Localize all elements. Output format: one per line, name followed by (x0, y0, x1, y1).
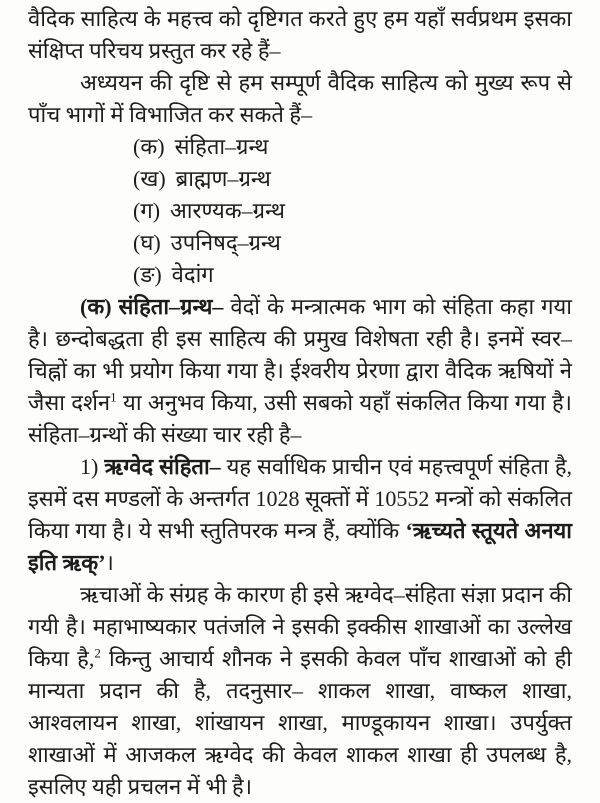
rigveda-body-1: यह सर्वाधिक प्राचीन एवं महत्त्वपूर्ण संहिता है, इसमें दस मण्डलों के अन्तर्गत 1028 सूक्तों में 10552 मन्त्रों को संकलित किया गया है। ये सभी स्तुतिपरक मन्त्र हैं, क्योंकि (28, 454, 573, 543)
richa-body-2: किन्तु आचार्य शौनक ने इसकी केवल पाँच शाखाओं को ही मान्यता प्रदान की है, तदनुसार– शाकल शाखा, वाष्कल शाखा, आश्वलायन शाखा, शांखायन शाखा, माण्डूकायन शाखा। उपर्युक्त शाखाओं में आजकल ऋग्वेद की केवल शाकल शाखा ही उपलब्ध है, इसलिए यही प्रचलन में भी है। (28, 646, 572, 799)
list-item-label: (ख) (133, 166, 166, 191)
rigveda-heading: ऋग्वेद संहिता– (104, 454, 221, 479)
list-item-aranyaka (133, 195, 572, 227)
list-item-label: (क) (133, 134, 165, 159)
samhita-body-2: या अनुभव किया, उसी सबको यहाँ संकलित किया गया है। संहिता–ग्रन्थों की संख्या चार रही है– (28, 390, 573, 447)
list-item-upanishad (133, 227, 572, 259)
intro-study-paragraph: अध्ययन की दृष्टि से हम सम्पूर्ण वैदिक साहित्य को मुख्य रूप से पाँच भागों में विभाजित कर सकते हैं– (28, 70, 572, 127)
list-item-text: उपनिषद्–ग्रन्थ (170, 230, 281, 255)
list-item-vedanga (133, 259, 572, 291)
list-item-brahmana (133, 163, 572, 195)
list-item-text: आरण्यक–ग्रन्थ (170, 198, 285, 223)
list-item-label: (ग) (133, 198, 161, 223)
intro-opening-paragraph: वैदिक साहित्य के महत्त्व को दृष्टिगत करते हुए हम यहाँ सर्वप्रथम इसका संक्षिप्त परिचय प्रस्तुत कर रहे हैं– (28, 6, 572, 63)
rigveda-end-mark: । (105, 550, 114, 575)
veda-parts-list (133, 131, 572, 291)
list-item-text: वेदांग (171, 262, 214, 287)
samhita-body-1: वेदों के मन्त्रात्मक भाग को संहिता कहा गया है। छन्दोबद्धता ही इस साहित्य की प्रमुख विशेषता रही है। इनमें स्वर–चिह्नों का भी प्रयोग किया गया है। ईश्वरीय प्रेरणा द्वारा वैदिक ऋषियों ने जैसा दर्शन (28, 294, 572, 415)
rigveda-sanskrit-quote: ‘ऋच्यते स्तूयते अनया इति ऋक्’ (28, 518, 572, 575)
samhita-paragraph (28, 291, 572, 451)
footnote-marker-2: 2 (94, 645, 101, 661)
rigveda-paragraph (28, 451, 572, 579)
footnote-marker-1: 1 (110, 389, 117, 405)
samhita-heading: (क) संहिता–ग्रन्थ– (80, 294, 224, 319)
list-item-samhita (133, 131, 572, 163)
list-item-text: संहिता–ग्रन्थ (174, 134, 269, 159)
rigveda-item-number: 1) (80, 454, 99, 479)
list-item-text: ब्राह्मण–ग्रन्थ (175, 166, 271, 191)
list-item-label: (ङ) (133, 262, 162, 287)
richa-paragraph (28, 579, 572, 803)
list-item-label: (घ) (133, 230, 161, 255)
richa-body-1: ऋचाओं के संग्रह के कारण ही इसे ऋग्वेद–संहिता संज्ञा प्रदान की गयी है। महाभाष्यकार पतंजलि ने इसकी इक्कीस शाखाओं का उल्लेख किया है, (28, 582, 572, 671)
